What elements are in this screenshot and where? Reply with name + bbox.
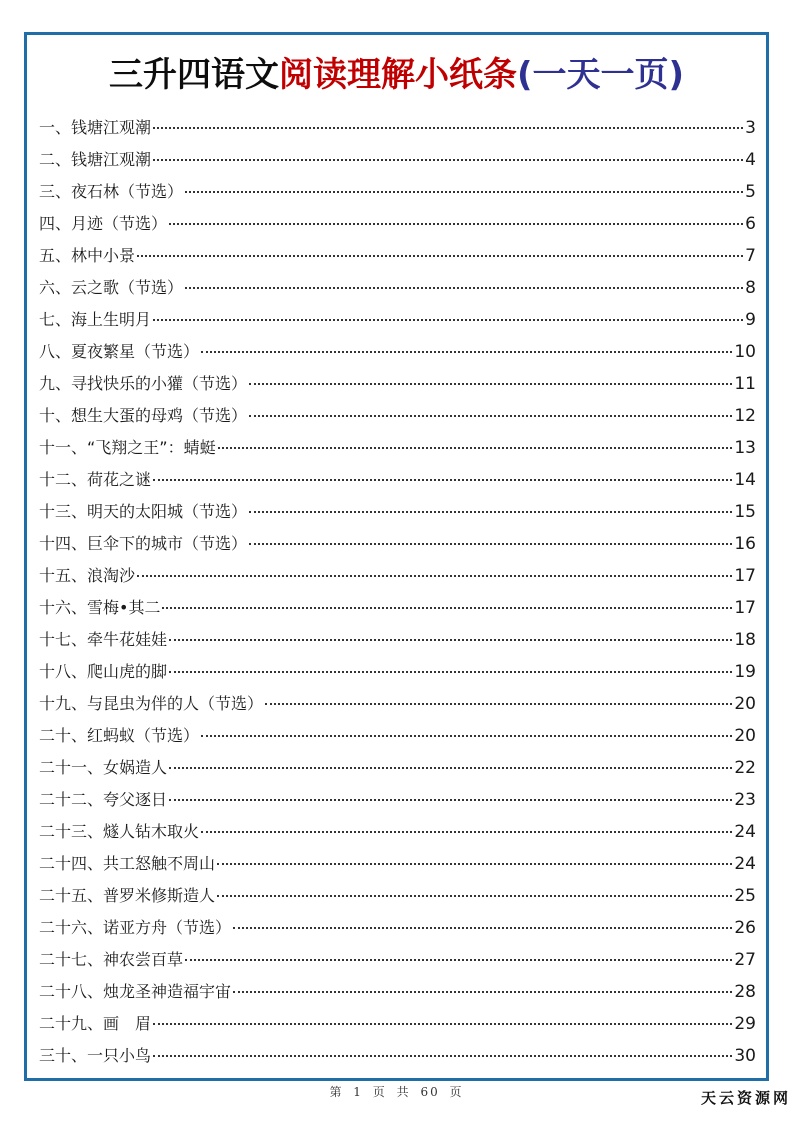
toc-entry-page-number: 7	[745, 246, 756, 266]
toc-entry-title: 二十三、燧人钻木取火	[39, 822, 200, 841]
dot-leader	[249, 383, 732, 385]
toc-entry-page-number: 29	[734, 1014, 756, 1034]
toc-entry-title: 二、钱塘江观潮	[39, 150, 152, 169]
toc-entry-page-number: 16	[734, 534, 756, 554]
footer-total-pages: 60	[420, 1085, 440, 1099]
footer-prefix: 第	[329, 1085, 344, 1099]
toc-entry[interactable]	[39, 752, 756, 784]
toc-entry[interactable]	[39, 368, 756, 400]
toc-entry[interactable]	[39, 912, 756, 944]
site-watermark: 天云资源网	[700, 1089, 791, 1107]
toc-entry-page-number: 11	[734, 374, 756, 394]
footer-total-word: 共	[396, 1085, 411, 1099]
table-of-contents	[39, 112, 756, 1072]
dot-leader	[233, 927, 732, 929]
toc-entry[interactable]	[39, 592, 756, 624]
dot-leader	[169, 767, 732, 769]
dot-leader	[201, 831, 732, 833]
toc-entry-title: 四、月迹（节选）	[39, 214, 168, 233]
dot-leader	[233, 991, 732, 993]
dot-leader	[218, 447, 733, 449]
toc-entry-page-number: 27	[734, 950, 756, 970]
toc-entry[interactable]	[39, 176, 756, 208]
toc-entry-page-number: 22	[734, 758, 756, 778]
toc-entry[interactable]	[39, 304, 756, 336]
toc-entry-title: 十二、荷花之谜	[39, 470, 152, 489]
toc-entry-page-number: 28	[734, 982, 756, 1002]
toc-entry-title: 十、想生大蛋的母鸡（节选）	[39, 406, 248, 425]
toc-entry-page-number: 24	[734, 822, 756, 842]
toc-entry[interactable]	[39, 560, 756, 592]
toc-entry[interactable]	[39, 208, 756, 240]
toc-entry[interactable]	[39, 784, 756, 816]
toc-entry-title: 十八、爬山虎的脚	[39, 662, 168, 681]
dot-leader	[249, 511, 732, 513]
toc-entry-title: 十五、浪淘沙	[39, 566, 136, 585]
toc-entry-page-number: 13	[734, 438, 756, 458]
toc-entry[interactable]	[39, 944, 756, 976]
toc-entry[interactable]	[39, 816, 756, 848]
toc-entry-title: 十六、雪梅•其二	[39, 598, 161, 617]
toc-entry-page-number: 17	[734, 598, 756, 618]
toc-entry[interactable]	[39, 720, 756, 752]
dot-leader	[169, 223, 743, 225]
toc-entry-title: 二十六、诺亚方舟（节选）	[39, 918, 232, 937]
toc-entry-title: 十四、巨伞下的城市（节选）	[39, 534, 248, 553]
dot-leader	[169, 799, 732, 801]
toc-entry-title: 一、钱塘江观潮	[39, 118, 152, 137]
document-title	[27, 53, 766, 97]
toc-entry-title: 五、林中小景	[39, 246, 136, 265]
toc-entry[interactable]	[39, 272, 756, 304]
dot-leader	[169, 671, 732, 673]
dot-leader	[153, 1023, 732, 1025]
toc-entry[interactable]	[39, 336, 756, 368]
toc-entry[interactable]	[39, 976, 756, 1008]
toc-entry-title: 十九、与昆虫为伴的人（节选）	[39, 694, 264, 713]
toc-entry[interactable]	[39, 464, 756, 496]
dot-leader	[153, 127, 743, 129]
toc-entry-title: 三、夜石林（节选）	[39, 182, 184, 201]
toc-entry[interactable]	[39, 112, 756, 144]
dot-leader	[217, 863, 732, 865]
toc-entry-title: 二十八、烛龙圣神造福宇宙	[39, 982, 232, 1001]
toc-entry-page-number: 18	[734, 630, 756, 650]
toc-entry-title: 七、海上生明月	[39, 310, 152, 329]
toc-entry-title: 二十七、神农尝百草	[39, 950, 184, 969]
toc-entry-title: 九、寻找快乐的小獾（节选）	[39, 374, 248, 393]
footer-page-word: 页	[372, 1085, 387, 1099]
toc-entry-title: 八、夏夜繁星（节选）	[39, 342, 200, 361]
toc-entry-page-number: 5	[745, 182, 756, 202]
dot-leader	[185, 191, 743, 193]
toc-entry-title: 二十五、普罗米修斯造人	[39, 886, 216, 905]
dot-leader	[249, 543, 732, 545]
toc-entry-page-number: 23	[734, 790, 756, 810]
page-number-footer	[0, 1083, 793, 1100]
toc-entry-page-number: 19	[734, 662, 756, 682]
toc-entry-page-number: 20	[734, 694, 756, 714]
toc-entry-title: 十七、牵牛花娃娃	[39, 630, 168, 649]
page-border-frame	[24, 32, 769, 1081]
toc-entry-page-number: 4	[745, 150, 756, 170]
toc-entry-page-number: 14	[734, 470, 756, 490]
footer-suffix: 页	[449, 1085, 464, 1099]
dot-leader	[137, 255, 743, 257]
toc-entry-page-number: 10	[734, 342, 756, 362]
toc-entry[interactable]	[39, 880, 756, 912]
toc-entry-page-number: 26	[734, 918, 756, 938]
toc-entry-title: 三十、一只小鸟	[39, 1046, 152, 1065]
dot-leader	[153, 479, 732, 481]
title-frequency: (一天一页)	[516, 55, 685, 95]
toc-entry-page-number: 17	[734, 566, 756, 586]
toc-entry-page-number: 3	[745, 118, 756, 138]
toc-entry-title: 二十一、女娲造人	[39, 758, 168, 777]
toc-entry-page-number: 12	[734, 406, 756, 426]
dot-leader	[153, 1055, 732, 1057]
toc-entry-page-number: 24	[734, 854, 756, 874]
toc-entry-title: 十一、“飞翔之王”：蜻蜓	[39, 438, 216, 457]
toc-entry[interactable]	[39, 400, 756, 432]
dot-leader	[169, 639, 732, 641]
dot-leader	[201, 351, 732, 353]
dot-leader	[265, 703, 732, 705]
toc-entry-page-number: 8	[745, 278, 756, 298]
footer-current-page: 1	[353, 1085, 363, 1099]
dot-leader	[249, 415, 732, 417]
toc-entry-title: 二十、红蚂蚁（节选）	[39, 726, 200, 745]
title-topic: 阅读理解小纸条	[278, 55, 517, 95]
toc-entry[interactable]	[39, 144, 756, 176]
toc-entry-page-number: 30	[734, 1046, 756, 1066]
toc-entry[interactable]	[39, 688, 756, 720]
dot-leader	[162, 607, 732, 609]
dot-leader	[137, 575, 732, 577]
toc-entry[interactable]	[39, 1008, 756, 1040]
title-grade-subject: 三升四语文	[108, 55, 279, 95]
dot-leader	[153, 319, 743, 321]
dot-leader	[185, 959, 732, 961]
toc-entry[interactable]	[39, 496, 756, 528]
toc-entry-title: 二十四、共工怒触不周山	[39, 854, 216, 873]
toc-entry-title: 二十二、夸父逐日	[39, 790, 168, 809]
dot-leader	[185, 287, 743, 289]
toc-entry[interactable]	[39, 528, 756, 560]
toc-entry-title: 六、云之歌（节选）	[39, 278, 184, 297]
toc-entry-page-number: 9	[745, 310, 756, 330]
dot-leader	[201, 735, 732, 737]
toc-entry-title: 十三、明天的太阳城（节选）	[39, 502, 248, 521]
toc-entry-page-number: 20	[734, 726, 756, 746]
toc-entry[interactable]	[39, 1040, 756, 1072]
toc-entry-page-number: 15	[734, 502, 756, 522]
toc-entry[interactable]	[39, 848, 756, 880]
toc-entry-page-number: 6	[745, 214, 756, 234]
toc-entry-title: 二十九、画 眉	[39, 1014, 152, 1033]
dot-leader	[153, 159, 743, 161]
toc-entry[interactable]	[39, 432, 756, 464]
dot-leader	[217, 895, 732, 897]
toc-entry[interactable]	[39, 656, 756, 688]
toc-entry-page-number: 25	[734, 886, 756, 906]
toc-entry[interactable]	[39, 624, 756, 656]
toc-entry[interactable]	[39, 240, 756, 272]
